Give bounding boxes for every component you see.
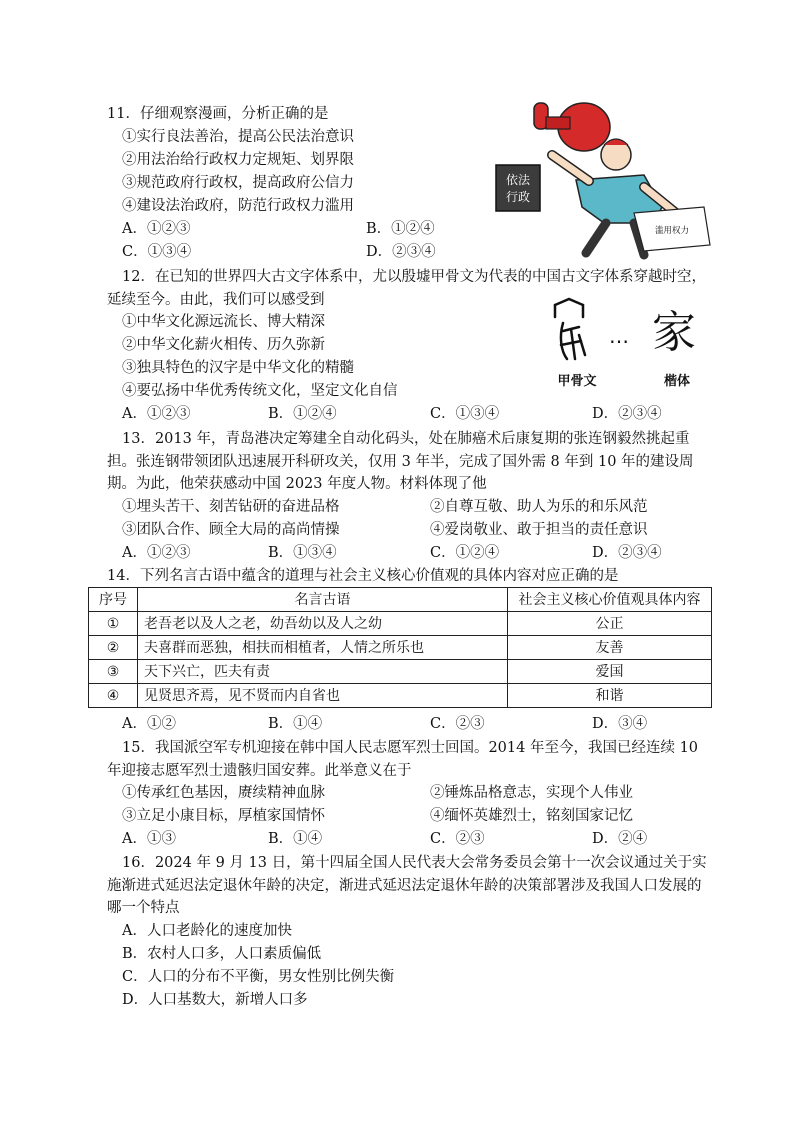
q11-item-4: ④建设法治政府，防范行政权力滥用 <box>122 198 354 214</box>
q11-stem: 11．仔细观察漫画，分析正确的是 <box>107 106 329 122</box>
q16-option-c[interactable]: C．人口的分布不平衡，男女性别比例失衡 <box>122 969 395 985</box>
figure-ellipsis: … <box>609 324 629 348</box>
q13-item-1: ①埋头苦干、刻苦钻研的奋进品格 <box>122 499 340 515</box>
q11-option-c[interactable]: C．①③④ <box>122 244 192 260</box>
table-cell: 友善 <box>508 636 712 660</box>
q15-option-c[interactable]: C．②③ <box>430 831 485 847</box>
q16-option-d[interactable]: D．人口基数大，新增人口多 <box>122 992 308 1008</box>
table-row <box>89 612 712 636</box>
figure-kaishu-char: 家 <box>652 307 696 358</box>
table-row <box>89 660 712 684</box>
q12-option-a[interactable]: A．①②③ <box>122 406 191 422</box>
q15-option-d[interactable]: D．②④ <box>592 831 648 847</box>
q14-option-c[interactable]: C．②③ <box>430 716 485 732</box>
figure-label-kaishu: 楷体 <box>663 374 691 389</box>
table-cell: ② <box>89 636 138 660</box>
q15-stem: 15．我国派空军专机迎接在韩中国人民志愿军烈士回国。2014 年至今，我国已经连续 10 年迎接志愿军烈士遗骸归国安葬。此举意义在于 <box>107 740 699 779</box>
q12-option-b[interactable]: B．①②④ <box>268 406 337 422</box>
q14-option-d[interactable]: D．③④ <box>592 716 648 732</box>
q12-item-4: ④要弘扬中华优秀传统文化，坚定文化自信 <box>122 383 398 399</box>
table-cell: 和谐 <box>508 684 712 708</box>
q16-stem: 16．2024 年 9 月 13 日，第十四届全国人民代表大会常务委员会第十一次会议通过关于实施渐进式延迟法定退休年龄的决定，渐进式延迟法定退休年龄的决策部署涉及我国人口发展的哪一个特点 <box>107 855 707 916</box>
q11-option-d[interactable]: D．②③④ <box>366 244 436 260</box>
table-cell: ④ <box>89 684 138 708</box>
q11-option-a[interactable]: A．①②③ <box>122 221 191 237</box>
q13-option-b[interactable]: B．①③④ <box>268 545 337 561</box>
q15-item-3: ③立足小康目标，厚植家国情怀 <box>122 808 325 824</box>
q15-item-4: ④缅怀英雄烈士，铭刻国家记忆 <box>430 808 633 824</box>
q13-item-4: ④爱岗敬业、敢于担当的责任意识 <box>430 522 648 538</box>
cartoon-sign-line2: 行政 <box>505 190 531 204</box>
cartoon-paper-text: 滥用权力 <box>654 226 690 236</box>
q13-stem: 13．2013 年，青岛港决定筹建全自动化码头，处在肺癌术后康复期的张连钢毅然挑起重担。张连钢带领团队迅速展开科研攻关，仅用 3 年半，完成了国外需 8 年到 10 年的建设周期。为此，他荣获感动中国 2023 年度人物。材料体现了他 <box>107 431 694 492</box>
figure-label-oracle: 甲骨文 <box>557 374 597 389</box>
rule-of-law-cartoon <box>494 95 714 263</box>
table-cell: 天下兴亡，匹夫有责 <box>138 660 508 684</box>
q12-item-2: ②中华文化薪火相传、历久弥新 <box>122 337 325 353</box>
q14-table <box>88 587 712 708</box>
q11-item-3: ③规范政府行政权，提高政府公信力 <box>122 175 354 191</box>
q15-option-a[interactable]: A．①③ <box>122 831 176 847</box>
q15-option-b[interactable]: B．①④ <box>268 831 323 847</box>
table-header: 序号 <box>89 588 138 612</box>
q16-option-b[interactable]: B．农村人口多，人口素质偏低 <box>122 946 322 962</box>
q15-item-1: ①传承红色基因，赓续精神血脉 <box>122 785 325 801</box>
table-cell: 夫喜群而恶独，相扶而相植者，人情之所乐也 <box>138 636 508 660</box>
table-cell: ③ <box>89 660 138 684</box>
q12-item-1: ①中华文化源远流长、博大精深 <box>122 314 325 330</box>
q13-option-d[interactable]: D．②③④ <box>592 545 662 561</box>
q15-item-2: ②锤炼品格意志，实现个人伟业 <box>430 785 633 801</box>
q13-option-a[interactable]: A．①②③ <box>122 545 191 561</box>
q14-stem: 14．下列名言古语中蕴含的道理与社会主义核心价值观的具体内容对应正确的是 <box>107 568 619 584</box>
q11-option-b[interactable]: B．①②④ <box>366 221 435 237</box>
table-row <box>89 636 712 660</box>
character-evolution-figure <box>549 293 711 389</box>
q14-option-a[interactable]: A．①② <box>122 716 176 732</box>
cartoon-sign-line1: 依法 <box>505 173 531 187</box>
table-cell: 公正 <box>508 612 712 636</box>
table-cell: 老吾老以及人之老，幼吾幼以及人之幼 <box>138 612 508 636</box>
q13-option-c[interactable]: C．①②④ <box>430 545 500 561</box>
q11-item-2: ②用法治给行政权力定规矩、划界限 <box>122 152 354 168</box>
table-cell: 见贤思齐焉，见不贤而内自省也 <box>138 684 508 708</box>
q14-option-b[interactable]: B．①④ <box>268 716 323 732</box>
q13-item-3: ③团队合作、顾全大局的高尚情操 <box>122 522 340 538</box>
table-header: 社会主义核心价值观具体内容 <box>508 588 712 612</box>
table-header: 名言古语 <box>138 588 508 612</box>
q16-option-a[interactable]: A．人口老龄化的速度加快 <box>122 923 292 939</box>
q13-item-2: ②自尊互敬、助人为乐的和乐风范 <box>430 499 648 515</box>
q12-item-3: ③独具特色的汉字是中华文化的精髓 <box>122 360 354 376</box>
table-cell: 爱国 <box>508 660 712 684</box>
q11-item-1: ①实行良法善治，提高公民法治意识 <box>122 129 354 145</box>
q12-option-c[interactable]: C．①③④ <box>430 406 500 422</box>
q12-stem: 12．在已知的世界四大古文字体系中，尤以殷墟甲骨文为代表的中国古文字体系穿越时空，延续至今。由此，我们可以感受到 <box>107 269 706 308</box>
q12-option-d[interactable]: D．②③④ <box>592 406 662 422</box>
table-row <box>89 684 712 708</box>
table-cell: ① <box>89 612 138 636</box>
table-header-row <box>89 588 712 612</box>
